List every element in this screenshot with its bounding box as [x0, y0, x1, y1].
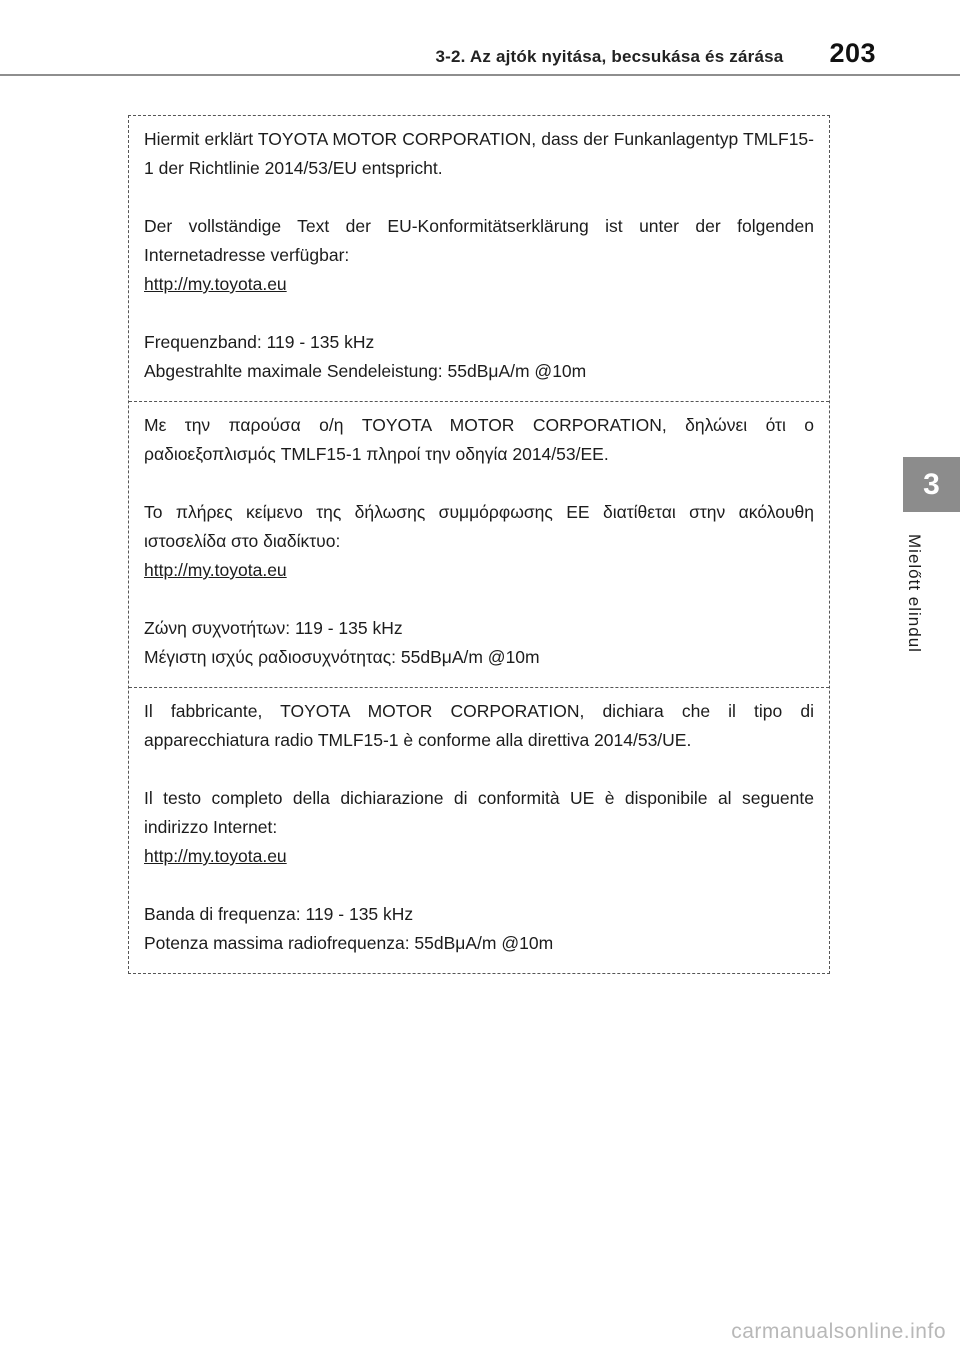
page-number: 203 — [829, 38, 876, 68]
max-power-text: Potenza massima radiofrequenza: 55dBμA/m @10m — [144, 933, 554, 953]
fulltext-availability-text: Der vollständige Text der EU-Konformitätserklärung ist unter der folgenden Internetadresse verfügbar: — [144, 216, 814, 265]
chapter-title-vertical: Mielőtt elindul — [905, 534, 924, 653]
declaration-text: Hiermit erklärt TOYOTA MOTOR CORPORATION, dass der Funkanlagentyp TMLF15-1 der Richtlinie 2014/53/EU entspricht. — [144, 129, 814, 178]
page-header — [0, 0, 960, 76]
conformity-section-german — [129, 116, 829, 402]
chapter-tab — [903, 457, 960, 512]
fulltext-availability-text: Il testo completo della dichiarazione di conformità UE è disponibile al seguente indirizzo Internet: — [144, 788, 814, 837]
fulltext-availability-text: Το πλήρες κείμενο της δήλωσης συμμόρφωσης ΕΕ διατίθεται στην ακόλουθη ιστοσελίδα στο διαδίκτυο: — [144, 502, 814, 551]
frequency-band-text: Frequenzband: 119 - 135 kHz — [144, 332, 375, 352]
toyota-url-link[interactable]: http://my.toyota.eu — [144, 274, 287, 294]
declaration-text: Il fabbricante, TOYOTA MOTOR CORPORATION, dichiara che il tipo di apparecchiatura radio TMLF15-1 è conforme alla direttiva 2014/53/UE. — [144, 701, 814, 750]
header-divider — [0, 74, 960, 76]
conformity-section-greek — [129, 402, 829, 688]
section-heading: 3-2. Az ajtók nyitása, becsukása és zárása — [435, 47, 784, 66]
frequency-band-text: Banda di frequenza: 119 - 135 kHz — [144, 904, 414, 924]
header-row — [435, 40, 876, 67]
chapter-number: 3 — [923, 467, 940, 501]
frequency-band-text: Ζώνη συχνοτήτων: 119 - 135 kHz — [144, 618, 403, 638]
max-power-text: Μέγιστη ισχύς ραδιοσυχνότητας: 55dBμA/m @10m — [144, 647, 540, 667]
max-power-text: Abgestrahlte maximale Sendeleistung: 55dBμA/m @10m — [144, 361, 587, 381]
toyota-url-link[interactable]: http://my.toyota.eu — [144, 846, 287, 866]
declaration-text: Με την παρούσα ο/η TOYOTA MOTOR CORPORATION, δηλώνει ότι ο ραδιοεξοπλισμός TMLF15-1 πληροί την οδηγία 2014/53/ΕΕ. — [144, 415, 814, 464]
url-line — [144, 270, 814, 299]
toyota-url-link[interactable]: http://my.toyota.eu — [144, 560, 287, 580]
eu-conformity-box — [128, 115, 830, 974]
watermark-text: carmanualsonline.info — [731, 1320, 946, 1343]
conformity-section-italian — [129, 688, 829, 973]
url-line — [144, 842, 814, 871]
url-line — [144, 556, 814, 585]
